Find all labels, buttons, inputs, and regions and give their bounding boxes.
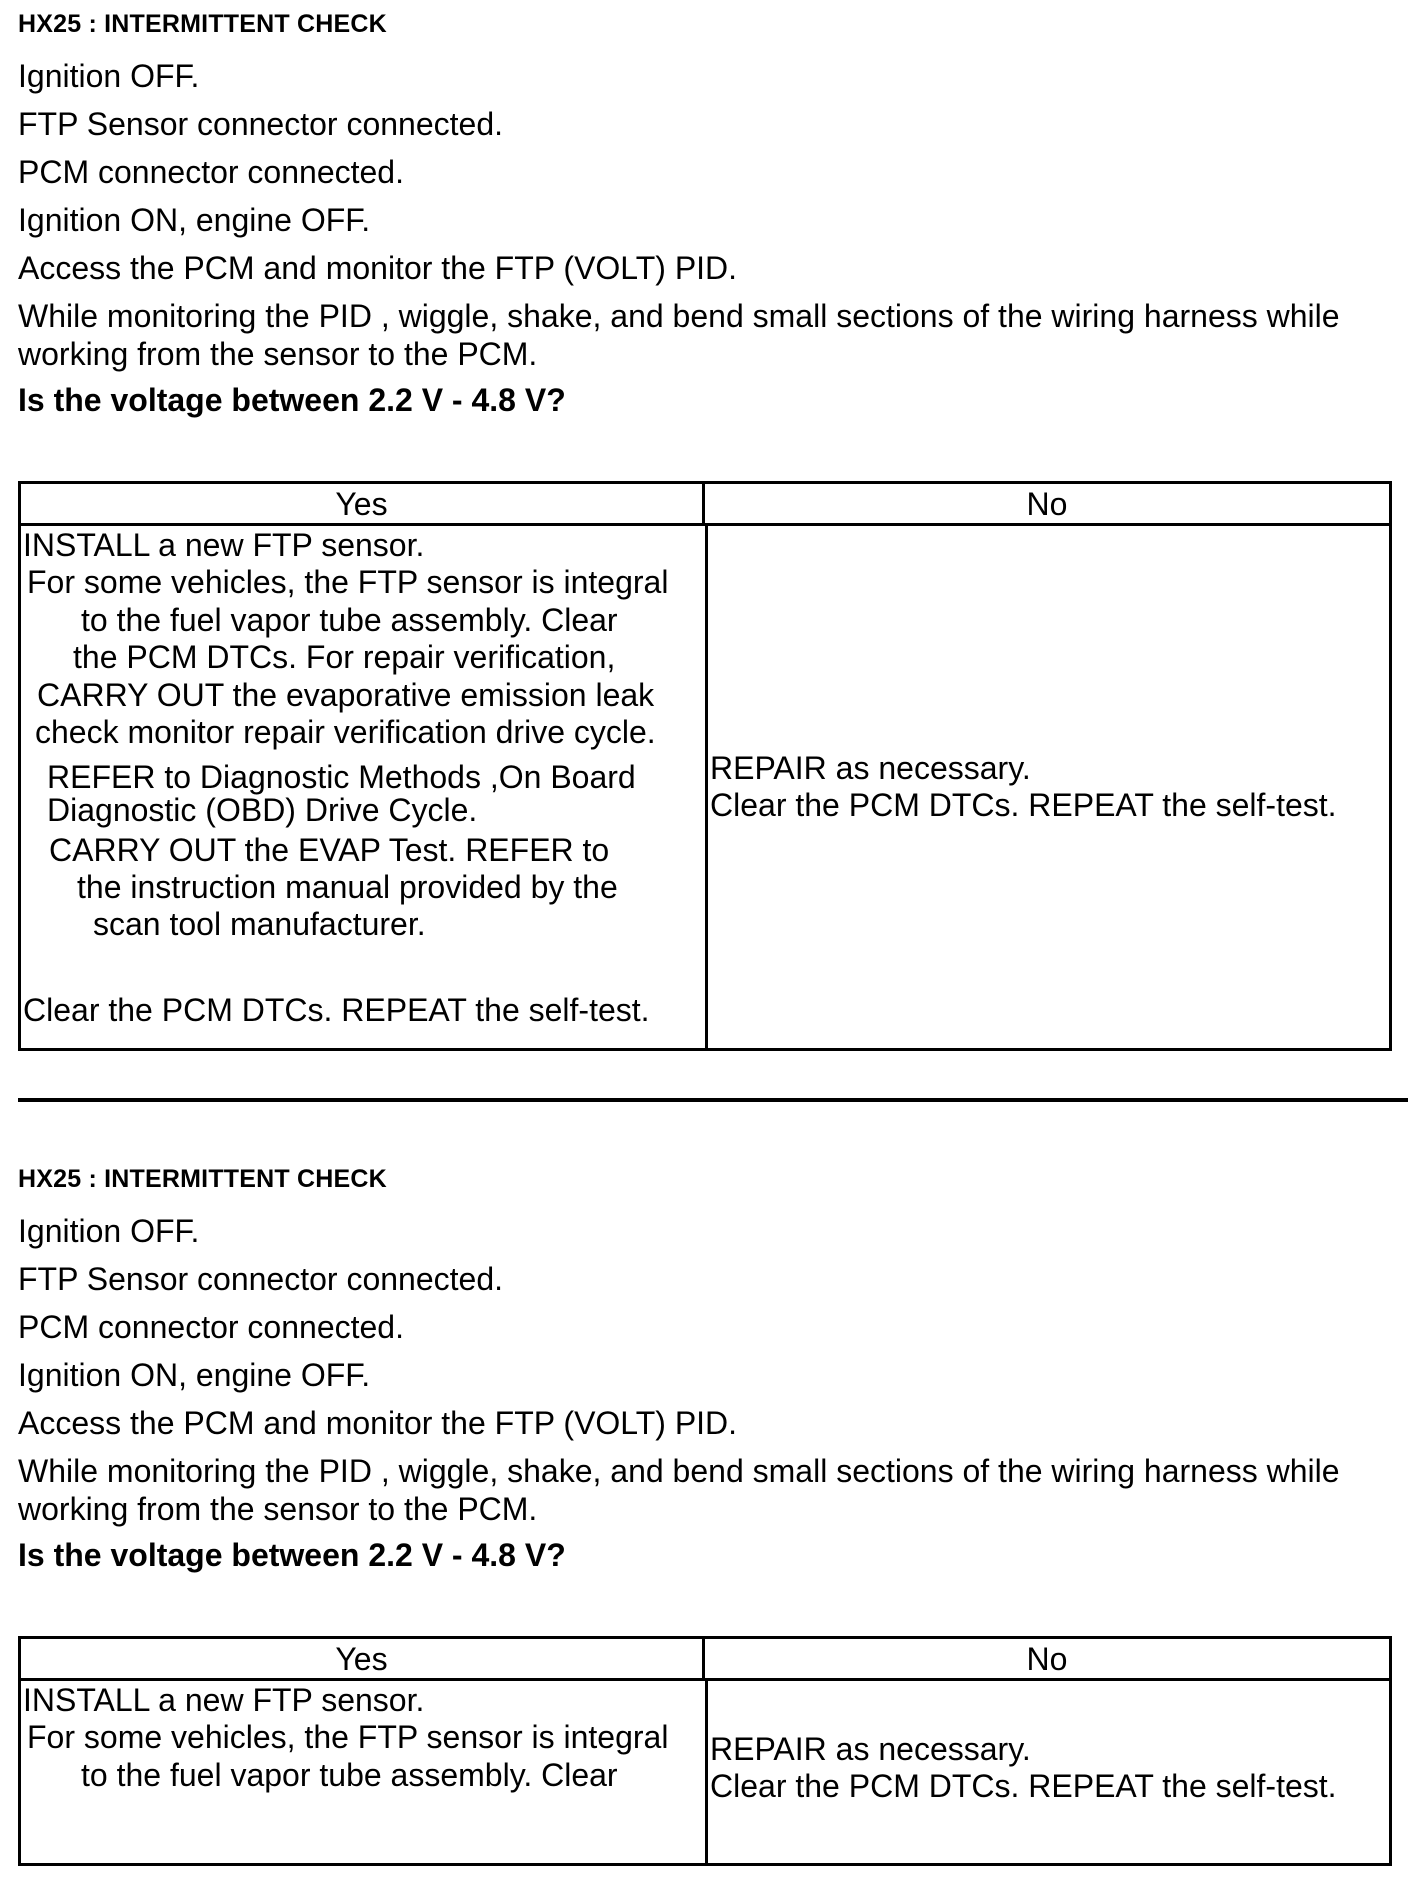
step-ignition-on: Ignition ON, engine OFF. [18,202,371,238]
step-pcm-connector: PCM connector connected. [18,154,404,190]
section-divider [18,1098,1408,1102]
step-access-pcm: Access the PCM and monitor the FTP (VOLT) PID. [18,250,738,286]
result-table [18,1636,1392,1866]
no-line: Clear the PCM DTCs. REPEAT the self-test. [710,1768,1337,1804]
yes-line: the instruction manual provided by the [77,869,618,905]
step-ignition-on: Ignition ON, engine OFF. [18,1357,371,1393]
yes-header: Yes [21,1639,705,1681]
step-ignition-off: Ignition OFF. [18,1213,200,1249]
yes-line: For some vehicles, the FTP sensor is integral [27,1719,669,1755]
step-ftp-connector: FTP Sensor connector connected. [18,106,504,142]
yes-line: REFER to Diagnostic Methods ,On Board [47,759,636,795]
no-line: REPAIR as necessary. [710,1731,1031,1767]
step-ftp-connector: FTP Sensor connector connected. [18,1261,504,1297]
no-header: No [705,484,1389,526]
yes-line: check monitor repair verification drive cycle. [35,714,656,750]
yes-line: to the fuel vapor tube assembly. Clear [81,602,618,638]
yes-line: Clear the PCM DTCs. REPEAT the self-test. [23,992,650,1028]
yes-line: scan tool manufacturer. [93,906,426,942]
yes-line: Diagnostic (OBD) Drive Cycle. [47,792,478,828]
step-wiggle-harness: While monitoring the PID , wiggle, shake, and bend small sections of the wiring harness while working from the sensor to the PCM. [18,298,1340,372]
yes-line: the PCM DTCs. For repair verification, [73,639,616,675]
yes-line: INSTALL a new FTP sensor. [23,527,425,563]
step-access-pcm: Access the PCM and monitor the FTP (VOLT) PID. [18,1405,738,1441]
yes-line: For some vehicles, the FTP sensor is integral [27,564,669,600]
column-divider [705,1681,708,1863]
step-wiggle-harness: While monitoring the PID , wiggle, shake, and bend small sections of the wiring harness while working from the sensor to the PCM. [18,1453,1340,1527]
intermittent-check-section [0,1155,1408,1886]
yes-line: to the fuel vapor tube assembly. Clear [81,1757,618,1793]
yes-header: Yes [21,484,705,526]
section-title: HX25 : INTERMITTENT CHECK [18,10,387,38]
yes-line: CARRY OUT the EVAP Test. REFER to [49,832,610,868]
yes-line: CARRY OUT the evaporative emission leak [37,677,655,713]
yes-line: INSTALL a new FTP sensor. [23,1682,425,1718]
step-ignition-off: Ignition OFF. [18,58,200,94]
section-title: HX25 : INTERMITTENT CHECK [18,1165,387,1193]
voltage-question: Is the voltage between 2.2 V - 4.8 V? [18,1537,566,1573]
result-table [18,481,1392,1051]
voltage-question: Is the voltage between 2.2 V - 4.8 V? [18,382,566,418]
column-divider [705,526,708,1048]
no-line: Clear the PCM DTCs. REPEAT the self-test. [710,787,1337,823]
no-header: No [705,1639,1389,1681]
no-line: REPAIR as necessary. [710,750,1031,786]
step-pcm-connector: PCM connector connected. [18,1309,404,1345]
